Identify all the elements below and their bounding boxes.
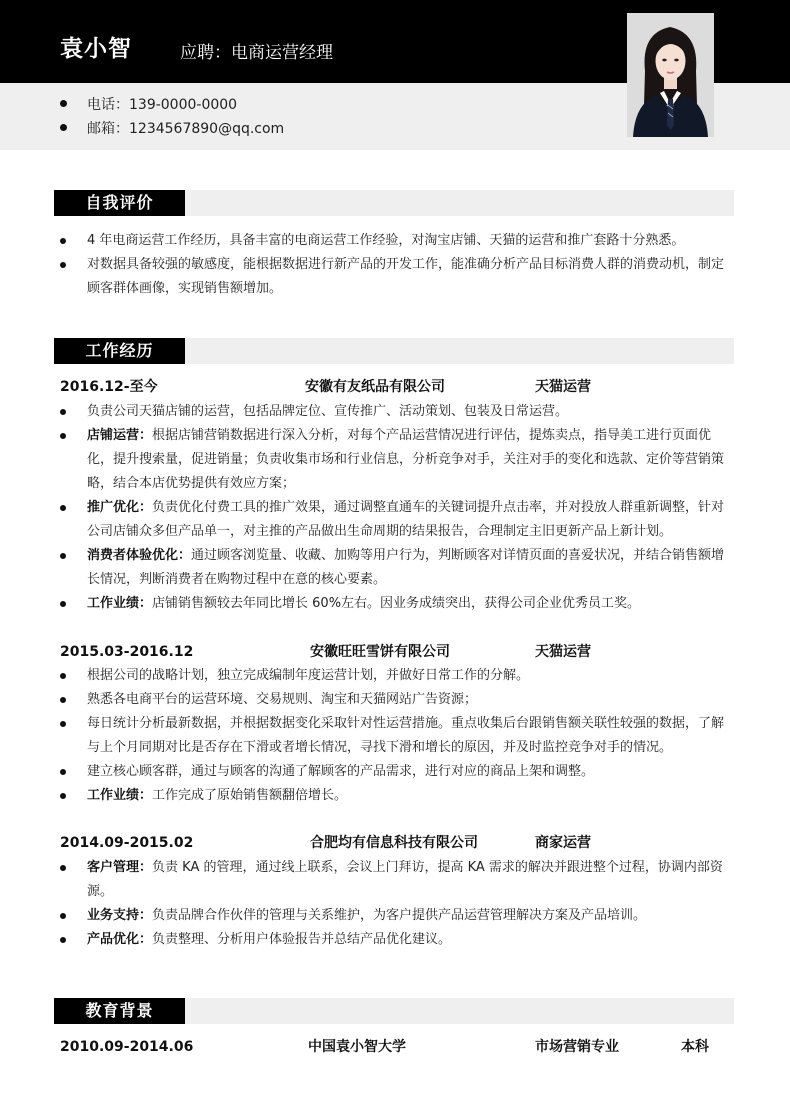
list-item: 负责公司天猫店铺的运营，包括品牌定位、宣传推广、活动策划、包装及日常运营。 xyxy=(60,400,730,424)
job-duties xyxy=(60,856,730,952)
list-item: 对数据具备较强的敏感度，能根据数据进行新产品的开发工作，能准确分析产品目标消费人群的消费动机，制定顾客群体画像，实现销售额增加。 xyxy=(60,253,730,301)
job-header xyxy=(60,640,730,664)
list-item: 客户管理：负责 KA 的管理，通过线上联系，会议上门拜访，提高 KA 需求的解决并跟进整个过程，协调内部资源。 xyxy=(60,856,730,904)
job-company: 安徽旺旺雪饼有限公司 xyxy=(310,644,450,660)
list-item: 推广优化：负责优化付费工具的推广效果，通过调整直通车的关键词提升点击率，并对投放人群重新调整，针对公司店铺众多但产品单一，对主推的产品做出生命周期的结果报告，合理制定主旧更新产品上新计划。 xyxy=(60,496,730,544)
phone-line xyxy=(60,94,237,114)
section-self-eval xyxy=(54,190,734,216)
edu-school: 中国袁小智大学 xyxy=(308,1039,406,1055)
edu-major: 市场营销专业 xyxy=(535,1039,619,1055)
list-item: 建立核心顾客群，通过与顾客的沟通了解顾客的产品需求，进行对应的商品上架和调整。 xyxy=(60,760,730,784)
job-role: 商家运营 xyxy=(535,835,591,851)
email-text: 邮箱：1234567890@qq.com xyxy=(87,121,285,137)
self-eval-list xyxy=(60,229,730,301)
job-company: 合肥均有信息科技有限公司 xyxy=(310,835,478,851)
job-duties xyxy=(60,664,730,808)
job-role: 天猫运营 xyxy=(535,379,591,395)
job-header xyxy=(60,831,730,855)
section-title: 自我评价 xyxy=(54,190,185,216)
job-period: 2014.09-2015.02 xyxy=(60,835,194,851)
list-item: 根据公司的战略计划，独立完成编制年度运营计划，并做好日常工作的分解。 xyxy=(60,664,730,688)
candidate-name: 袁小智 xyxy=(60,36,132,62)
list-item: 工作业绩：店铺销售额较去年同比增长 60%左右。因业务成绩突出，获得公司企业优秀员工奖。 xyxy=(60,592,730,616)
profile-photo xyxy=(627,13,714,137)
education-row xyxy=(60,1035,730,1059)
list-item: 店铺运营：根据店铺营销数据进行深入分析，对每个产品运营情况进行评估，提炼卖点，指导美工进行页面优化，提升搜索量，促进销量；负责收集市场和行业信息，分析竞争对手，关注对手的变化和选款、定价等营销策略，结合本店优势提供有效应方案； xyxy=(60,424,730,496)
email-line xyxy=(60,118,284,138)
section-education xyxy=(54,998,734,1024)
edu-degree: 本科 xyxy=(681,1039,709,1055)
edu-period: 2010.09-2014.06 xyxy=(60,1039,194,1055)
job-header xyxy=(60,375,730,399)
section-title: 教育背景 xyxy=(54,998,185,1024)
list-item: 消费者体验优化：通过顾客浏览量、收藏、加购等用户行为，判断顾客对详情页面的喜爱状况，并结合销售额增长情况，判断消费者在购物过程中在意的核心要素。 xyxy=(60,544,730,592)
list-item: 熟悉各电商平台的运营环境、交易规则、淘宝和天猫网站广告资源； xyxy=(60,688,730,712)
applied-position: 应聘：电商运营经理 xyxy=(180,43,333,63)
job-role: 天猫运营 xyxy=(535,644,591,660)
list-item: 产品优化：负责整理、分析用户体验报告并总结产品优化建议。 xyxy=(60,928,730,952)
list-item: 每日统计分析最新数据，并根据数据变化采取针对性运营措施。重点收集后台跟销售额关联性较强的数据，了解与上个月同期对比是否存在下滑或者增长情况，寻找下滑和增长的原因，并及时监控竞争对手的情况。 xyxy=(60,712,730,760)
list-item: 工作业绩：工作完成了原始销售额翻倍增长。 xyxy=(60,784,730,808)
list-item: 业务支持：负责品牌合作伙伴的管理与关系维护，为客户提供产品运营管理解决方案及产品培训。 xyxy=(60,904,730,928)
phone-text: 电话：139-0000-0000 xyxy=(87,97,238,113)
section-work xyxy=(54,338,734,364)
list-item: 4 年电商运营工作经历，具备丰富的电商运营工作经验，对淘宝店铺、天猫的运营和推广套路十分熟悉。 xyxy=(60,229,730,253)
job-period: 2016.12-至今 xyxy=(60,379,158,395)
job-period: 2015.03-2016.12 xyxy=(60,644,194,660)
job-company: 安徽有友纸品有限公司 xyxy=(305,379,445,395)
job-duties xyxy=(60,400,730,616)
section-title: 工作经历 xyxy=(54,338,185,364)
